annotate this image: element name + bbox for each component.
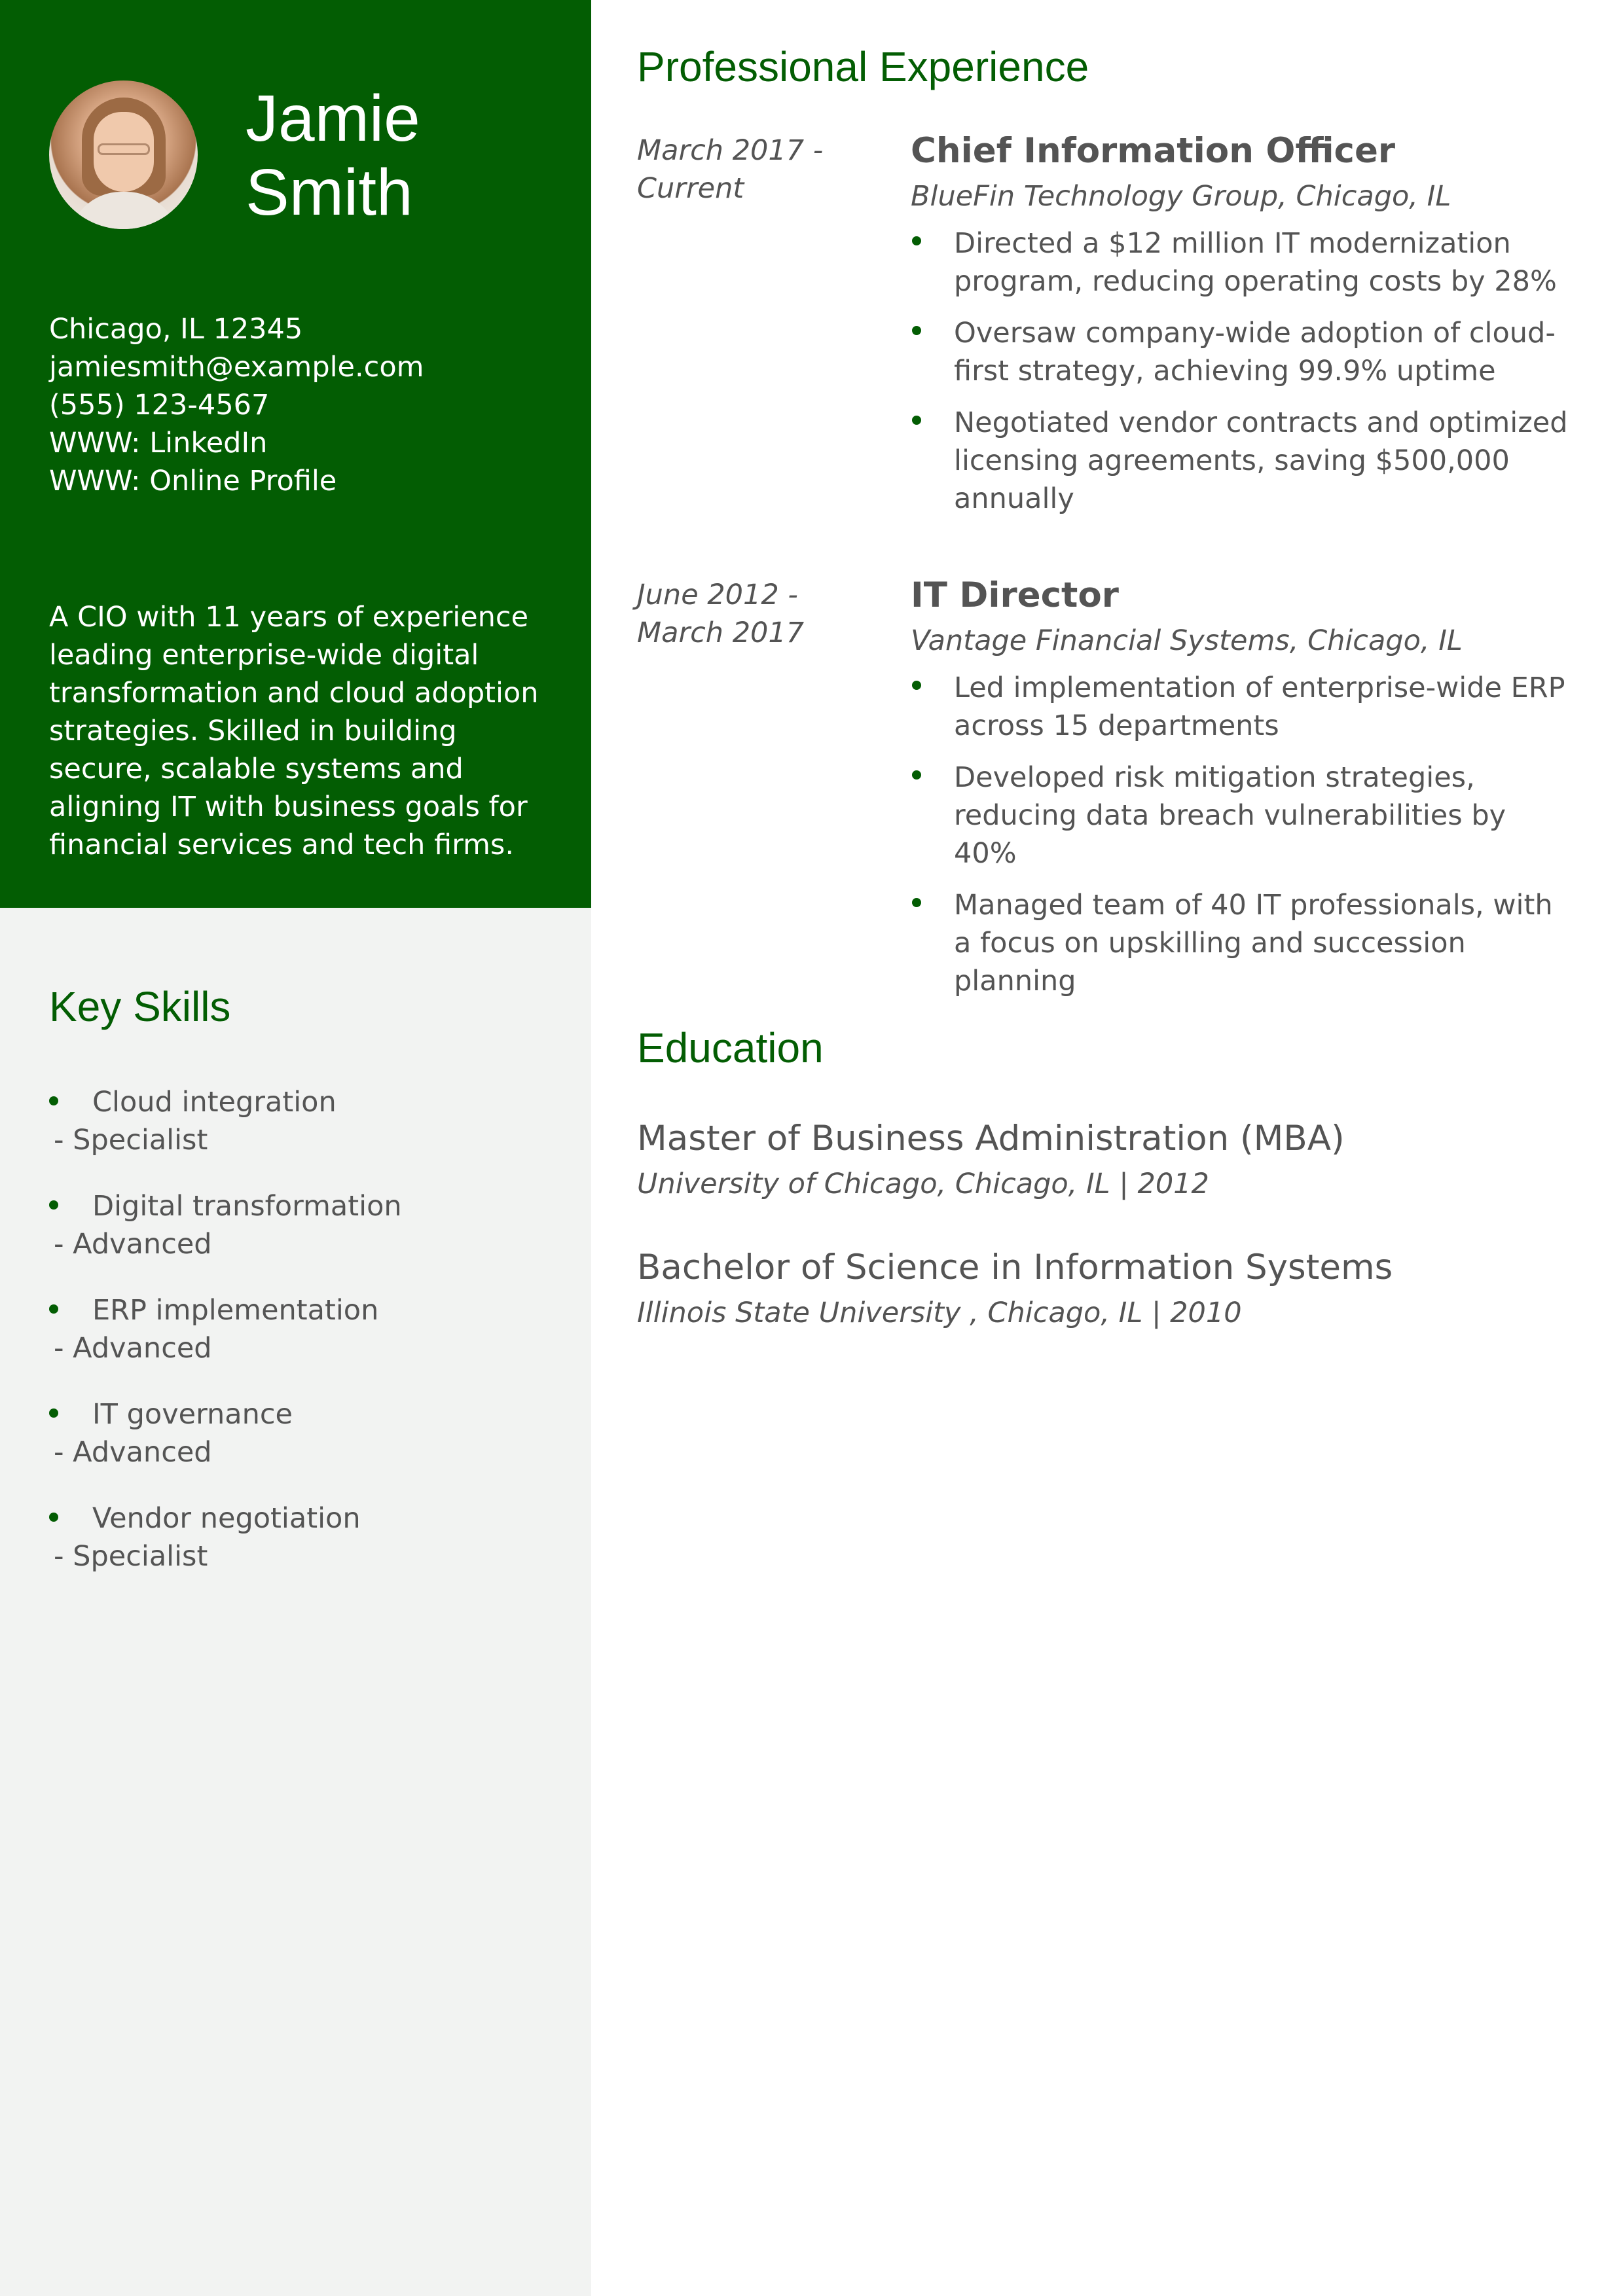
education-heading: Education — [637, 1024, 824, 1071]
education-entry — [637, 1246, 1573, 1332]
job-title: Chief Information Officer — [911, 131, 1396, 171]
experience-heading: Professional Experience — [637, 43, 1089, 90]
person-name — [246, 82, 560, 230]
education-entry — [637, 1117, 1573, 1203]
skill-item — [49, 1291, 560, 1367]
education-school: Illinois State University , Chicago, IL | 2010 — [637, 1297, 1242, 1329]
job-dates: June 2012 - March 2017 — [637, 579, 805, 649]
last-name: Smith — [246, 156, 413, 229]
education-degree: Bachelor of Science in Information Systems — [637, 1247, 1393, 1287]
skill-name: IT governance — [49, 1395, 560, 1433]
skill-item — [49, 1187, 560, 1263]
skill-name: Vendor negotiation — [49, 1499, 560, 1537]
contact-email[interactable]: jamiesmith@example.com — [49, 351, 424, 384]
skill-level: - Advanced — [54, 1436, 212, 1469]
education-school: University of Chicago, Chicago, IL | 2012 — [637, 1168, 1209, 1200]
contact-info — [49, 310, 560, 500]
job-bullet: Managed team of 40 IT professionals, with a focus on upskilling and succession planning — [911, 886, 1573, 1000]
skill-item — [49, 1083, 560, 1159]
skill-level: - Specialist — [54, 1540, 208, 1573]
skills-list — [49, 1083, 560, 1604]
job-bullets — [911, 224, 1573, 518]
skill-level: - Specialist — [54, 1124, 208, 1157]
skill-item — [49, 1499, 560, 1575]
sidebar — [0, 0, 591, 2296]
job-bullet: Led implementation of enterprise-wide ERP across 15 departments — [911, 669, 1573, 745]
job-company: Vantage Financial Systems, Chicago, IL — [911, 624, 1463, 657]
contact-website-link[interactable]: WWW: Online Profile — [49, 465, 337, 497]
contact-location: Chicago, IL 12345 — [49, 313, 303, 346]
profile-summary: A CIO with 11 years of experience leading enterprise-wide digital transformation and cloud adoption strategies. Skilled in building secure, scalable systems and aligning IT with business goals for financial services and tech firms. — [49, 601, 539, 861]
skills-heading: Key Skills — [49, 983, 231, 1030]
job-company: BlueFin Technology Group, Chicago, IL — [911, 180, 1451, 213]
first-name: Jamie — [246, 82, 420, 155]
contact-phone: (555) 123-4567 — [49, 389, 270, 422]
skill-name: ERP implementation — [49, 1291, 560, 1329]
job-bullet: Oversaw company-wide adoption of cloud-first strategy, achieving 99.9% uptime — [911, 314, 1573, 390]
job-dates: March 2017 - Current — [637, 134, 824, 205]
skill-item — [49, 1395, 560, 1471]
skill-level: - Advanced — [54, 1332, 212, 1365]
job-bullets — [911, 669, 1573, 1000]
job-title: IT Director — [911, 575, 1119, 615]
job-bullet: Directed a $12 million IT modernization program, reducing operating costs by 28% — [911, 224, 1573, 300]
job-bullet: Negotiated vendor contracts and optimized licensing agreements, saving $500,000 annually — [911, 404, 1573, 518]
avatar — [49, 81, 198, 229]
sidebar-header — [0, 0, 591, 908]
contact-linkedin-link[interactable]: WWW: LinkedIn — [49, 427, 268, 459]
education-degree: Master of Business Administration (MBA) — [637, 1119, 1345, 1158]
skill-level: - Advanced — [54, 1228, 212, 1261]
skill-name: Digital transformation — [49, 1187, 560, 1225]
job-bullet: Developed risk mitigation strategies, reducing data breach vulnerabilities by 40% — [911, 759, 1573, 872]
skill-name: Cloud integration — [49, 1083, 560, 1121]
